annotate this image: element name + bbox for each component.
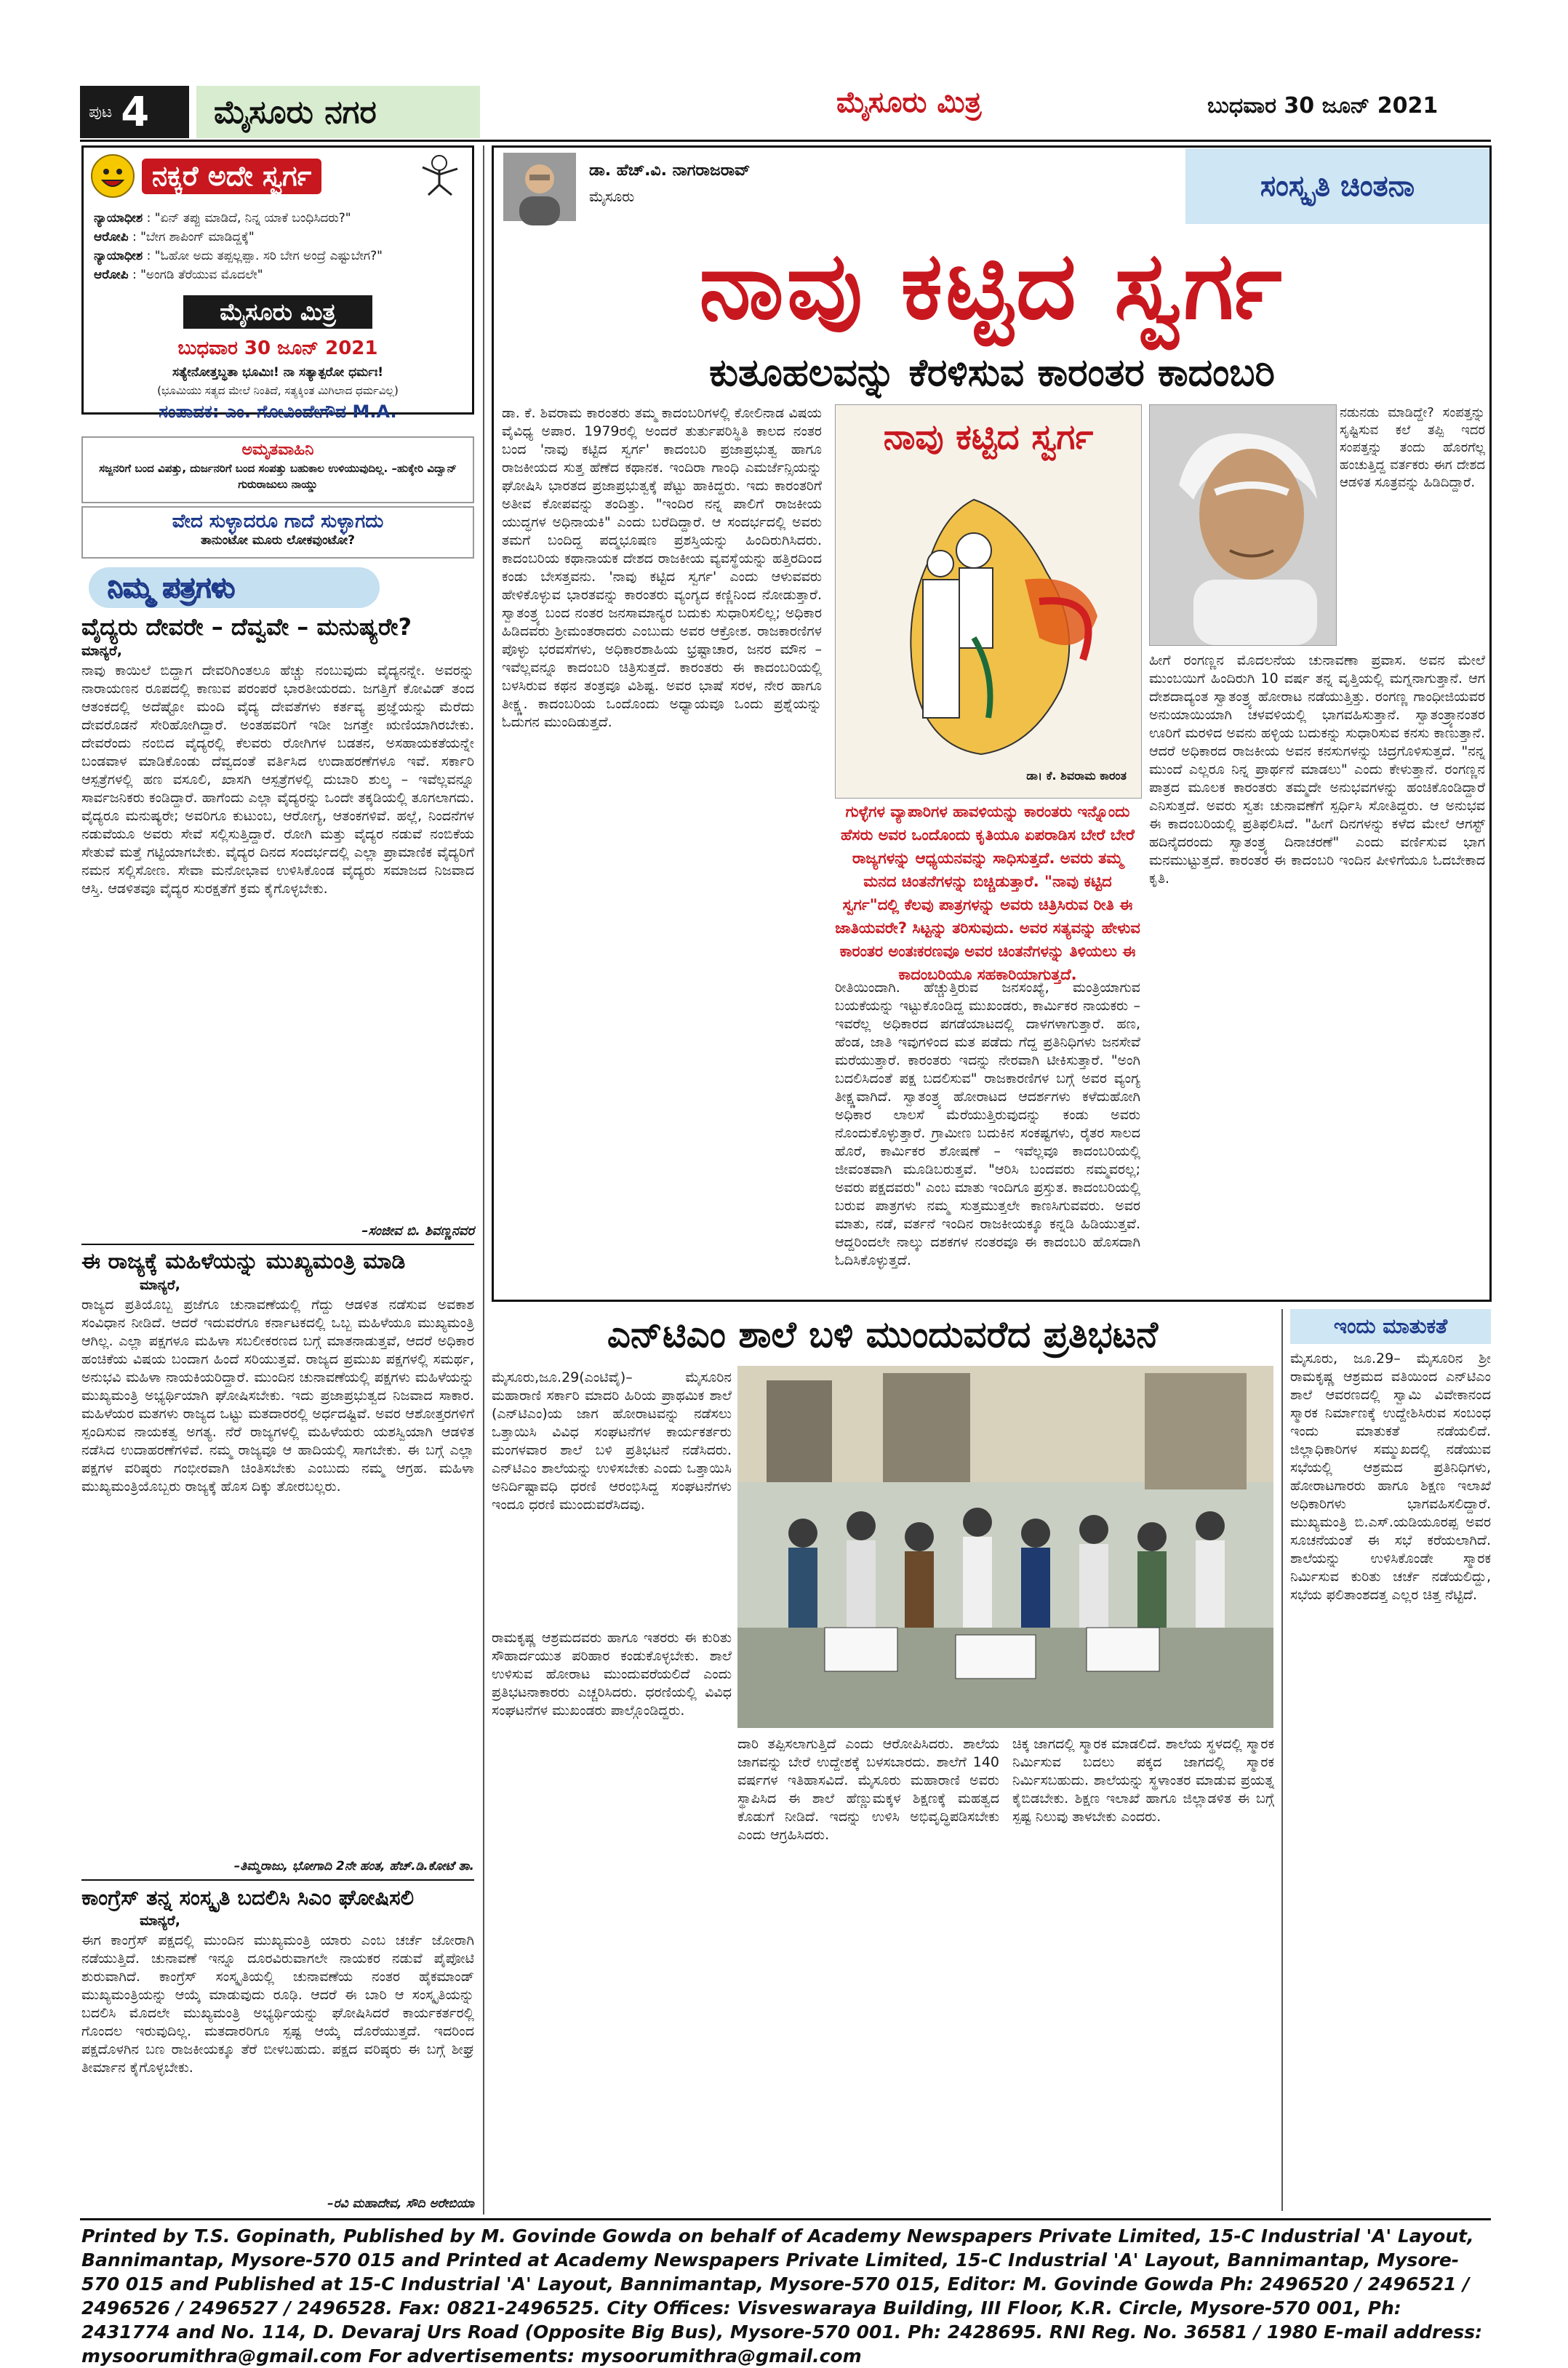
today-title: ಇಂದು ಮಾತುಕತೆ <box>1290 1309 1491 1344</box>
editor-name: ಎಂ. ಗೋವಿಂದೇಗೌಡ M.A. <box>225 401 397 422</box>
paper-motto-translation: (ಭೂಮಿಯು ಸತ್ಯದ ಮೇಲೆ ನಿಂತಿದೆ, ಸತ್ಯಕ್ಕಿಂತ ಮಿಗಿಲಾದ ಧರ್ಮವಿಲ್ಲ) <box>157 384 399 397</box>
letter-body: ಈಗ ಕಾಂಗ್ರೆಸ್ ಪಕ್ಷದಲ್ಲಿ ಮುಂದಿನ ಮುಖ್ಯಮಂತ್ರಿ ಯಾರು ಎಂಬ ಚರ್ಚೆ ಜೋರಾಗಿ ನಡೆಯುತ್ತಿದೆ. ಚುನಾವಣೆ ಇನ್ನೂ ದೂರವಿರುವಾಗಲೇ ನಾಯಕರ ನಡುವೆ ಪೈಪೋಟಿ ಶುರುವಾಗಿದೆ. ಕಾಂಗ್ರೆಸ್ ಸಂಸ್ಕೃತಿಯಲ್ಲಿ ಚುನಾವಣೆಯ ನಂತರ ಹೈಕಮಾಂಡ್ ಮುಖ್ಯಮಂತ್ರಿಯನ್ನು ಆಯ್ಕೆ ಮಾಡುವುದು ರೂಢಿ. ಆದರೆ ಈ ಬಾರಿ ಆ ಸಂಸ್ಕೃತಿಯನ್ನು ಬದಲಿಸಿ ಮೊದಲೇ ಮುಖ್ಯಮಂತ್ರಿ ಅಭ್ಯರ್ಥಿಯನ್ನು ಘೋಷಿಸಿದರೆ ಕಾರ್ಯಕರ್ತರಲ್ಲಿ ಗೊಂದಲ ಇರುವುದಿಲ್ಲ. ಮತದಾರರಿಗೂ ಸ್ಪಷ್ಟ ಆಯ್ಕೆ ದೊರೆಯುತ್ತದೆ. ಇದರಿಂದ ಪಕ್ಷದೊಳಗಿನ ಬಣ ರಾಜಕೀಯಕ್ಕೂ ತೆರೆ ಬೀಳಬಹುದು. ಪಕ್ಷದ ವರಿಷ್ಠರು ಈ ಬಗ್ಗೆ ಶೀಘ್ರ ತೀರ್ಮಾನ ಕೈಗೊಳ್ಳಬೇಕು. <box>81 1932 479 2076</box>
speaker: ನ್ಯಾಯಾಧೀಶ <box>94 211 143 225</box>
letter-body: ನಾವು ಕಾಯಿಲೆ ಬಿದ್ದಾಗ ದೇವರಿಗಿಂತಲೂ ಹೆಚ್ಚು ನಂಬುವುದು ವೈದ್ಯನನ್ನೇ. ಅವರನ್ನು ನಾರಾಯಣನ ರೂಪದಲ್ಲಿ ಕಾಣುವ ಪರಂಪರೆ ಭಾರತೀಯರದು. ಜಗತ್ತಿಗೆ ಕೋವಿಡ್ ತಂದ ಆತಂಕದಲ್ಲಿ ಅದೆಷ್ಟೋ ಮಂದಿ ವೈದ್ಯ ದೇವತೆಗಳು ಕರ್ತವ್ಯ ಪ್ರಜ್ಞೆಯನ್ನು ಮೆರೆದು ದೇವರೊಡನೆ ಸೇರಿಹೋಗಿದ್ದಾರೆ. ಅಂತಹವರಿಗೆ ಇಡೀ ಜಗತ್ತೇ ಋಣಿಯಾಗಿರಬೇಕು. ದೇವರೆಂದು ನಂಬಿದ ವೈದ್ಯರಲ್ಲಿ ಕೆಲವರು ರೋಗಿಗಳ ಬಡತನ, ಅಸಹಾಯಕತೆಯನ್ನೇ ಬಂಡವಾಳ ಮಾಡಿಕೊಂಡು ದೆವ್ವದಂತೆ ವರ್ತಿಸಿದ ಉದಾಹರಣೆಗಳೂ ಇವೆ. ಸರ್ಕಾರಿ ಆಸ್ಪತ್ರೆಗಳಲ್ಲಿ ಹಣ ವಸೂಲಿ, ಖಾಸಗಿ ಆಸ್ಪತ್ರೆಗಳಲ್ಲಿ ದುಬಾರಿ ಶುಲ್ಕ – ಇವೆಲ್ಲವನ್ನೂ ಸಾರ್ವಜನಿಕರು ಕಂಡಿದ್ದಾರೆ. ಹಾಗೆಂದು ಎಲ್ಲಾ ವೈದ್ಯರನ್ನು ಒಂದೇ ತಕ್ಕಡಿಯಲ್ಲಿ ತೂಗಲಾಗದು. ವೈದ್ಯರೂ ಮನುಷ್ಯರೇ; ಅವರಿಗೂ ಕುಟುಂಬ, ಆರೋಗ್ಯ, ಆತಂಕಗಳಿವೆ. ಹಲ್ಲೆ, ನಿಂದನೆಗಳ ನಡುವೆಯೂ ಅವರು ಸೇವೆ ಸಲ್ಲಿಸುತ್ತಿದ್ದಾರೆ. ರೋಗಿ ಮತ್ತು ವೈದ್ಯರ ನಡುವೆ ನಂಬಿಕೆಯ ಸೇತುವೆ ಮತ್ತೆ ಗಟ್ಟಿಯಾಗಬೇಕು. ವೈದ್ಯರ ದಿನದ ಸಂದರ್ಭದಲ್ಲಿ ಎಲ್ಲಾ ಪ್ರಾಮಾಣಿಕ ವೈದ್ಯರಿಗೆ ನಮನ ಸಲ್ಲಿಸೋಣ. ಸೇವಾ ಮನೋಭಾವ ಉಳಿಸಿಕೊಂಡ ವೈದ್ಯರು ಸಮಾಜದ ನಿಜವಾದ ಆಸ್ತಿ. ಆಡಳಿತವೂ ವೈದ್ಯರ ಸುರಕ್ಷತೆಗೆ ಕ್ರಮ ಕೈಗೊಳ್ಳಬೇಕು. <box>81 663 479 897</box>
speech: "ಅಂಗಡಿ ತೆರೆಯುವ ಮೊದಲೇ" <box>140 268 263 282</box>
karanth-photo <box>1149 404 1337 646</box>
joke-title: ನಕ್ಕರೆ ಅದೇ ಸ್ವರ್ಗ <box>142 159 321 194</box>
protest-col1: ಮೈಸೂರು,ಜೂ.29(ಎಂಟಿವೈ)– ಮೈಸೂರಿನ ಮಹಾರಾಣಿ ಸರ್ಕಾರಿ ಮಾದರಿ ಹಿರಿಯ ಪ್ರಾಥಮಿಕ ಶಾಲೆ (ಎನ್‌ಟಿಎಂ)ಯ ಜಾಗ ಹೋರಾಟವನ್ನು ನಡೆಸಲು ಒತ್ತಾಯಿಸಿ ವಿವಿಧ ಸಂಘಟನೆಗಳ ಕಾರ್ಯಕರ್ತರು ಮಂಗಳವಾರ ಶಾಲೆ ಬಳಿ ಪ್ರತಿಭಟನೆ ನಡೆಸಿದರು. ಎನ್‌ಟಿಎಂ ಶಾಲೆಯನ್ನು ಉಳಿಸಬೇಕು ಎಂದು ಒತ್ತಾಯಿಸಿ ಅನಿರ್ದಿಷ್ಟಾವಧಿ ಧರಣಿ ಆರಂಭಿಸಿದ್ದ ಸಂಘಟನೆಗಳು ಇಂದೂ ಧರಣಿ ಮುಂದುವರೆಸಿದವು. <box>492 1369 737 1513</box>
proverb-box <box>81 506 474 559</box>
pull-quote: ಗುಳ್ಳೆಗಳ ವ್ಯಾಪಾರಿಗಳ ಹಾವಳಿಯನ್ನು ಕಾರಂತರು ಇನ್ನೊಂದು ಹೆಸರು ಅವರ ಒಂದೊಂದು ಕೃತಿಯೂ ಏಪರಾಡಿಸ ಬೇರೆ ಬೇರೆ ರಾಜ್ಯಗಳನ್ನು ಆಧ್ಯಯನವನ್ನು ಸಾಧಿಸುತ್ತದೆ. ಅವರು ತಮ್ಮ ಮನದ ಚಿಂತನೆಗಳನ್ನು ಬಿಚ್ಚಿಡುತ್ತಾರೆ. "ನಾವು ಕಟ್ಟಿದ ಸ್ವರ್ಗ"ದಲ್ಲಿ ಕೆಲವು ಪಾತ್ರಗಳನ್ನು ಅವರು ಚಿತ್ರಿಸಿರುವ ರೀತಿ ಈ ಜಾತಿಯವರೇ? ಸಿಟ್ಟನ್ನು ತರಿಸುವುದು. ಅವರ ಸತ್ಯವನ್ನು ಹೇಳುವ ಕಾರಂತರ ಅಂತಃಕರಣವೂ ಅವರ ಚಿಂತನೆಗಳನ್ನು ತಿಳಿಯಲು ಈ ಕಾದಂಬರಿಯೂ ಸಹಕಾರಿಯಾಗುತ್ತದೆ. <box>835 803 1140 983</box>
joke-line <box>94 228 465 247</box>
letter-salutation: ಮಾನ್ಯರೆ, <box>140 1277 180 1293</box>
today-text: ಮೈಸೂರು, ಜೂ.29– ಮೈಸೂರಿನ ಶ್ರೀ ರಾಮಕೃಷ್ಣ ಆಶ್ರಮದ ವತಿಯಿಂದ ಎನ್‌ಟಿಎಂ ಶಾಲೆ ಆವರಣದಲ್ಲಿ ಸ್ವಾಮಿ ವಿವೇಕಾನಂದ ಸ್ಮಾರಕ ನಿರ್ಮಾಣಕ್ಕೆ ಉದ್ದೇಶಿಸಿರುವ ಸಂಬಂಧ ಇಂದು ಮಾತುಕತೆ ನಡೆಯಲಿದೆ. ಜಿಲ್ಲಾಧಿಕಾರಿಗಳ ಸಮ್ಮುಖದಲ್ಲಿ ನಡೆಯುವ ಸಭೆಯಲ್ಲಿ ಆಶ್ರಮದ ಪ್ರತಿನಿಧಿಗಳು, ಹೋರಾಟಗಾರರು ಹಾಗೂ ಶಿಕ್ಷಣ ಇಲಾಖೆ ಅಧಿಕಾರಿಗಳು ಭಾಗವಹಿಸಲಿದ್ದಾರೆ. ಮುಖ್ಯಮಂತ್ರಿ ಬಿ.ಎಸ್.ಯಡಿಯೂರಪ್ಪ ಅವರ ಸೂಚನೆಯಂತೆ ಈ ಸಭೆ ಕರೆಯಲಾಗಿದೆ. ಶಾಲೆಯನ್ನು ಉಳಿಸಿಕೊಂಡೇ ಸ್ಮಾರಕ ನಿರ್ಮಿಸುವ ಕುರಿತು ಚರ್ಚೆ ನಡೆಯಲಿದ್ದು, ಸಭೆಯ ಫಲಿತಾಂಶದತ್ತ ಎಲ್ಲರ ಚಿತ್ತ ನೆಟ್ಟಿದೆ. <box>1290 1351 1496 1603</box>
joke-line <box>94 265 465 284</box>
letter-headline: ಈ ರಾಜ್ಯಕ್ಕೆ ಮಹಿಳೆಯನ್ನು ಮುಖ್ಯಮಂತ್ರಿ ಮಾಡಿ <box>81 1249 406 1274</box>
protest-photo <box>737 1366 1273 1728</box>
section-name: ಮೈಸೂರು ನಗರ <box>196 86 480 138</box>
joke-colon: : <box>132 268 137 282</box>
feature-headline: ನಾವು ಕಟ್ಟಿದ ಸ್ವರ್ಗ <box>699 232 1285 340</box>
cartoon-figure-icon <box>414 153 465 199</box>
amrutha-box <box>81 436 474 503</box>
book-cover <box>835 404 1142 799</box>
speaker: ಆರೋಪಿ <box>94 268 129 282</box>
amrutha-text: ಸಜ್ಜನರಿಗೆ ಬಂದ ವಿಪತ್ತು, ದುರ್ಜನರಿಗೆ ಬಂದ ಸಂಪತ್ತು ಬಹುಕಾಲ ಉಳಿಯುವುದಿಲ್ಲ. –ಹುಕ್ಕೇರಿ ವಿದ್ವಾನ್ ಗುರುರಾಜುಲು ನಾಯ್ಡು <box>99 462 457 491</box>
smiley-icon <box>91 154 135 198</box>
letter-signature: –ರವಿ ಮಹಾದೇವ, ಸೌದಿ ಅರೇಬಿಯಾ <box>327 2196 474 2211</box>
joke-colon: : <box>146 211 151 225</box>
book-author: ಡಾ। ಕೆ. ಶಿವರಾಮ ಕಾರಂತ <box>1026 769 1127 783</box>
book-cover-title: ನಾವು ಕಟ್ಟಿದ ಸ್ವರ್ಗ <box>883 417 1094 457</box>
author-photo <box>503 153 576 221</box>
divider <box>81 1879 474 1881</box>
paper-date: ಬುಧವಾರ 30 ಜೂನ್ 2021 <box>177 337 378 359</box>
joke-colon: : <box>132 230 137 244</box>
editor-label: ಸಂಪಾದಕ: <box>159 401 220 422</box>
speaker: ಆರೋಪಿ <box>94 230 129 244</box>
divider <box>81 1244 474 1245</box>
speech: "ಬೇಗ ಶಾಪಿಂಗ್ ಮಾಡಿದ್ದಕ್ಕೆ" <box>140 230 255 244</box>
column-divider <box>483 145 484 2215</box>
header-date: ಬುಧವಾರ 30 ಜೂನ್ 2021 <box>1207 93 1439 119</box>
proverb-text: ತಾನುಂಟೋ ಮೂರು ಲೋಕವುಂಟೋ? <box>200 533 356 548</box>
protest-col3: ಚಿಕ್ಕ ಜಾಗದಲ್ಲಿ ಸ್ಮಾರಕ ಮಾಡಲಿದೆ. ಶಾಲೆಯ ಸ್ಥಳದಲ್ಲಿ ಸ್ಮಾರಕ ನಿರ್ಮಿಸುವ ಬದಲು ಪಕ್ಕದ ಜಾಗದಲ್ಲಿ ಸ್ಮಾರಕ ನಿರ್ಮಿಸಬಹುದು. ಶಾಲೆಯನ್ನು ಸ್ಥಳಾಂತರ ಮಾಡುವ ಪ್ರಯತ್ನ ಕೈಬಿಡಬೇಕು. ಶಿಕ್ಷಣ ಇಲಾಖೆ ಹಾಗೂ ಜಿಲ್ಲಾಡಳಿತ ಈ ಬಗ್ಗೆ ಸ್ಪಷ್ಟ ನಿಲುವು ತಾಳಬೇಕು ಎಂದರು. <box>1012 1736 1279 1825</box>
letter-body: ರಾಜ್ಯದ ಪ್ರತಿಯೊಬ್ಬ ಪ್ರಜೆಗೂ ಚುನಾವಣೆಯಲ್ಲಿ ಗೆದ್ದು ಆಡಳಿತ ನಡೆಸುವ ಅವಕಾಶ ಸಂವಿಧಾನ ನೀಡಿದೆ. ಆದರೆ ಇದುವರೆಗೂ ಕರ್ನಾಟಕದಲ್ಲಿ ಒಬ್ಬ ಮಹಿಳೆಯೂ ಮುಖ್ಯಮಂತ್ರಿ ಆಗಿಲ್ಲ. ಎಲ್ಲಾ ಪಕ್ಷಗಳೂ ಮಹಿಳಾ ಸಬಲೀಕರಣದ ಬಗ್ಗೆ ಮಾತನಾಡುತ್ತವೆ, ಆದರೆ ಅಧಿಕಾರ ಹಂಚಿಕೆಯ ವಿಷಯ ಬಂದಾಗ ಹಿಂದೆ ಸರಿಯುತ್ತವೆ. ರಾಜ್ಯದ ಪ್ರಮುಖ ಪಕ್ಷಗಳಲ್ಲಿ ಸಮರ್ಥ, ಅನುಭವಿ ಮಹಿಳಾ ನಾಯಕಿಯರಿದ್ದಾರೆ. ಮುಂದಿನ ಚುನಾವಣೆಯಲ್ಲಿ ಪಕ್ಷಗಳು ಮಹಿಳೆಯನ್ನು ಮುಖ್ಯಮಂತ್ರಿ ಅಭ್ಯರ್ಥಿಯಾಗಿ ಘೋಷಿಸಬೇಕು. ಇದು ಪ್ರಜಾಪ್ರಭುತ್ವದ ನಿಜವಾದ ಸಾಕಾರ. ಮಹಿಳೆಯರ ಮತಗಳು ರಾಜ್ಯದ ಒಟ್ಟು ಮತದಾರರಲ್ಲಿ ಅರ್ಧದಷ್ಟಿವೆ. ಅವರ ಆಶೋತ್ತರಗಳಿಗೆ ಸ್ಪಂದಿಸುವ ನಾಯಕತ್ವ ಅಗತ್ಯ. ನೆರೆ ರಾಜ್ಯಗಳಲ್ಲಿ ಮಹಿಳೆಯರು ಯಶಸ್ವಿಯಾಗಿ ಆಡಳಿತ ನಡೆಸಿದ ಉದಾಹರಣೆಗಳಿವೆ. ನಮ್ಮ ರಾಜ್ಯವೂ ಆ ಹಾದಿಯಲ್ಲಿ ಸಾಗಬೇಕು. ಈ ಬಗ್ಗೆ ಎಲ್ಲಾ ಪಕ್ಷಗಳ ವರಿಷ್ಠರು ಗಂಭೀರವಾಗಿ ಚಿಂತಿಸಬೇಕು ಎಂಬುದು ನಮ್ಮ ಆಗ್ರಹ. ಮಹಿಳಾ ಮುಖ್ಯಮಂತ್ರಿಯೊಬ್ಬರು ರಾಜ್ಯಕ್ಕೆ ಹೊಸ ದಿಕ್ಕು ತೋರಬಲ್ಲರು. <box>81 1297 479 1495</box>
author-city: ಮೈಸೂರು <box>589 188 635 205</box>
paper-info-box <box>81 288 474 433</box>
letter-signature: –ಸಂಜೀವ ಬಿ. ಶಿವಣ್ಣನವರ <box>361 1223 474 1239</box>
page-label: ಪುಟ <box>89 103 113 121</box>
letter-signature: –ತಿಮ್ಮರಾಜು, ಭೋಗಾದಿ 2ನೇ ಹಂತ, ಹೆಚ್.ಡಿ.ಕೋಟೆ ತಾ. <box>233 1859 474 1873</box>
quote-side: ನಡುನಡು ಮಾಡಿದ್ದೇ? ಸಂಪತ್ತನ್ನು ಸೃಷ್ಟಿಸುವ ಕಲೆ ತಪ್ಪಿ ಇದರ ಸಂಪತ್ತನ್ನು ತಂದು ಹೊರಗೆಲ್ಲ ಹಂಚುತ್ತಿದ್ದ ವರ್ತಕರು ಈಗ ದೇಶದ ಆಡಳಿತ ಸೂತ್ರವನ್ನು ಹಿಡಿದಿದ್ದಾರೆ. <box>1340 405 1489 490</box>
feature-subheadline: ಕುತೂಹಲವನ್ನು ಕೆರಳಿಸುವ ಕಾರಂತರ ಕಾದಂಬರಿ <box>709 351 1275 395</box>
letters-section-title: ನಿಮ್ಮ ಪತ್ರಗಳು <box>89 567 380 608</box>
feature-col3: ಹೀಗೆ ರಂಗಣ್ಣನ ಮೊದಲನೆಯ ಚುನಾವಣಾ ಪ್ರವಾಸ. ಅವನ ಮೇಲೆ ಮುಂಬಯಿಗೆ ಹಿಂದಿರುಗಿ 10 ವರ್ಷ ತನ್ನ ವೃತ್ತಿಯಲ್ಲಿ ಮಗ್ನನಾಗುತ್ತಾನೆ. ಆಗ ದೇಶದಾದ್ಯಂತ ಸ್ವಾತಂತ್ರ್ಯ ಹೋರಾಟ ನಡೆಯುತ್ತಿತ್ತು. ರಂಗಣ್ಣ ಗಾಂಧೀಜಿಯವರ ಅನುಯಾಯಿಯಾಗಿ ಚಳವಳಿಯಲ್ಲಿ ಭಾಗವಹಿಸುತ್ತಾನೆ. ಸ್ವಾತಂತ್ರ್ಯಾನಂತರ ಊರಿಗೆ ಮರಳಿದ ಅವನು ಹಳ್ಳಿಯ ಬದುಕನ್ನು ಸುಧಾರಿಸುವ ಕನಸು ಕಾಣುತ್ತಾನೆ. ಆದರೆ ಅಧಿಕಾರದ ರಾಜಕೀಯ ಅವನ ಕನಸುಗಳನ್ನು ಚಿದ್ರಗೊಳಿಸುತ್ತದೆ. "ನನ್ನ ಮುಂದೆ ಎಲ್ಲರೂ ನಿನ್ನ ಪ್ರಾರ್ಥನೆ ಮಾಡಲು" ಎಂದು ಕೇಳುತ್ತಾನೆ. ರಂಗಣ್ಣನ ಪಾತ್ರದ ಮೂಲಕ ಕಾರಂತರು ತಮ್ಮದೇ ಅನುಭವಗಳನ್ನು ಹಂಚಿಕೊಂಡಿದ್ದಾರೆ ಎನಿಸುತ್ತದೆ. ಅವರು ಸ್ವತಃ ಚುನಾವಣೆಗೆ ಸ್ಪರ್ಧಿಸಿ ಸೋತಿದ್ದರು. ಆ ಅನುಭವ ಈ ಕಾದಂಬರಿಯಲ್ಲಿ ಪ್ರತಿಫಲಿಸಿದೆ. "ಹೀಗೆ ದಿನಗಳನ್ನು ಕಳೆದ ಮೇಲೆ ಆಗಸ್ಟ್ ಹದಿನೈದರಂದು ಸ್ವಾತಂತ್ರ್ಯ ದಿನಾಚರಣೆ" ಎಂದು ವರ್ಣಿಸುವ ಭಾಗ ಮನಮುಟ್ಟುತ್ತದೆ. ಕಾರಂತರ ಈ ಕಾದಂಬರಿ ಇಂದಿನ ಪೀಳಿಗೆಯೂ ಓದಬೇಕಾದ ಕೃತಿ. <box>1149 652 1490 887</box>
joke-dialogue <box>94 209 465 284</box>
protest-col1-cont: ರಾಮಕೃಷ್ಣ ಆಶ್ರಮದವರು ಹಾಗೂ ಇತರರು ಈ ಕುರಿತು ಸೌಹಾರ್ದಯುತ ಪರಿಹಾರ ಕಂಡುಕೊಳ್ಳಬೇಕು. ಶಾಲೆ ಉಳಿಸುವ ಹೋರಾಟ ಮುಂದುವರೆಯಲಿದೆ ಎಂದು ಪ್ರತಿಭಟನಾಕಾರರು ಎಚ್ಚರಿಸಿದರು. ಧರಣಿಯಲ್ಲಿ ವಿವಿಧ ಸಂಘಟನೆಗಳ ಮುಖಂಡರು ಪಾಲ್ಗೊಂಡಿದ್ದರು. <box>492 1630 737 1719</box>
feature-col2: ರೀತಿಯಿಂದಾಗಿ. ಹೆಚ್ಚುತ್ತಿರುವ ಜನಸಂಖ್ಯೆ, ಮಂತ್ರಿಯಾಗುವ ಬಯಕೆಯನ್ನು ಇಟ್ಟುಕೊಂಡಿದ್ದ ಮುಖಂಡರು, ಕಾರ್ಮಿಕರ ನಾಯಕರು – ಇವರೆಲ್ಲ ಅಧಿಕಾರದ ಪಗಡೆಯಾಟದಲ್ಲಿ ದಾಳಗಳಾಗುತ್ತಾರೆ. ಹಣ, ಹೆಂಡ, ಜಾತಿ ಇವುಗಳಿಂದ ಮತ ಪಡೆದು ಗೆದ್ದ ಪ್ರತಿನಿಧಿಗಳು ಜನಸೇವೆ ಮರೆಯುತ್ತಾರೆ. ಕಾರಂತರು ಇದನ್ನು ನೇರವಾಗಿ ಟೀಕಿಸುತ್ತಾರೆ. "ಅಂಗಿ ಬದಲಿಸಿದಂತೆ ಪಕ್ಷ ಬದಲಿಸುವ" ರಾಜಕಾರಣಿಗಳ ಬಗ್ಗೆ ಅವರ ವ್ಯಂಗ್ಯ ತೀಕ್ಷ್ಣವಾಗಿದೆ. ಸ್ವಾತಂತ್ರ್ಯ ಹೋರಾಟದ ಆದರ್ಶಗಳು ಕಳೆದುಹೋಗಿ ಅಧಿಕಾರ ಲಾಲಸೆ ಮೆರೆಯುತ್ತಿರುವುದನ್ನು ಕಂಡು ಅವರು ನೊಂದುಕೊಳ್ಳುತ್ತಾರೆ. ಗ್ರಾಮೀಣ ಬದುಕಿನ ಸಂಕಷ್ಟಗಳು, ರೈತರ ಸಾಲದ ಹೊರೆ, ಕಾರ್ಮಿಕರ ಶೋಷಣೆ – ಇವೆಲ್ಲವೂ ಕಾದಂಬರಿಯಲ್ಲಿ ಜೀವಂತವಾಗಿ ಮೂಡಿಬರುತ್ತವೆ. "ಆರಿಸಿ ಬಂದವರು ನಮ್ಮವರಲ್ಲ; ಅವರು ಪಕ್ಷದವರು" ಎಂಬ ಮಾತು ಇಂದಿಗೂ ಪ್ರಸ್ತುತ. ಕಾದಂಬರಿಯಲ್ಲಿ ಬರುವ ಪಾತ್ರಗಳು ನಮ್ಮ ಸುತ್ತಮುತ್ತಲೇ ಕಾಣಸಿಗುವವರು. ಅವರ ಮಾತು, ನಡೆ, ವರ್ತನೆ ಇಂದಿನ ರಾಜಕೀಯಕ್ಕೂ ಕನ್ನಡಿ ಹಿಡಿಯುತ್ತವೆ. ಆದ್ದರಿಂದಲೇ ನಾಲ್ಕು ದಶಕಗಳ ನಂತರವೂ ಈ ಕಾದಂಬರಿ ಹೊಸದಾಗಿ ಓದಿಸಿಕೊಳ್ಳುತ್ತದೆ. <box>835 980 1145 1268</box>
header-rule <box>80 140 1491 142</box>
imprint-footer: Printed by T.S. Gopinath, Published by M. Govinde Gowda on behalf of Academy Newspapers Private Limited, 15-C Industrial 'A' Layout, Bannimantap, Mysore-570 015 and Printed at Academy Newspapers Private Limited, 15-C Industrial 'A' Layout, Bannimantap, Mysore-570 015 and Published at 15-C Industrial 'A' Layout, Bannimantap, Mysore-570 015, Editor: M. Govinde Gowda Ph: 2496520 / 2496521 / 2496526 / 2496527 / 2496528. Fax: 0821-2496525. City Offices: Visveswaraya Building, III Floor, K.R. Circle, Mysore-570 001, Ph: 2431774 and No. 114, D. Devaraj Urs Road (Opposite Big Bus), Mysore-570 001. Ph: 2428695. RNI Reg. No. 36581 / 1980 E-mail address: mysoorumithra@gmail.com For advertisements: mysoorumithra@gmail.com <box>81 2225 1483 2367</box>
letter-salutation: ಮಾನ್ಯರೆ, <box>140 1913 180 1929</box>
book-illustration <box>865 471 1112 761</box>
amrutha-title: ಅಮೃತವಾಹಿನಿ <box>241 441 314 459</box>
speech: "ಓಹೋ ಅದು ತಪ್ಪಲ್ಲಪ್ಪಾ. ಸರಿ ಬೇಗ ಅಂದ್ರೆ ಎಷ್ಟುಬೇಗ?" <box>154 249 383 263</box>
author-name: ಡಾ. ಹೆಚ್.ವಿ. ನಾಗರಾಜರಾವ್ <box>589 161 751 180</box>
joke-line <box>94 209 465 228</box>
paper-motto: ಸತ್ಯೇನೋತ್ತಬ್ಧತಾ ಭೂಮಿಃ! ನಾ ಸತ್ಯಾತ್ಪರೋ ಧರ್ಮಃ! <box>172 365 384 380</box>
letter-headline: ವೈದ್ಯರು ದೇವರೇ – ದೆವ್ವವೇ – ಮನುಷ್ಯರೇ? <box>81 613 412 641</box>
joke-title-bar <box>91 153 465 199</box>
speaker: ನ್ಯಾಯಾಧೀಶ <box>94 249 143 263</box>
joke-colon: : <box>146 249 151 263</box>
paper-name: ಮೈಸೂರು ಮಿತ್ರ <box>183 295 372 329</box>
letter-salutation: ಮಾನ್ಯರೆ, <box>81 643 122 659</box>
protest-col2: ದಾರಿ ತಪ್ಪಿಸಲಾಗುತ್ತಿದೆ ಎಂದು ಆರೋಪಿಸಿದರು. ಶಾಲೆಯ ಜಾಗವನ್ನು ಬೇರೆ ಉದ್ದೇಶಕ್ಕೆ ಬಳಸಬಾರದು. ಶಾಲೆಗೆ 140 ವರ್ಷಗಳ ಇತಿಹಾಸವಿದೆ. ಮೈಸೂರು ಮಹಾರಾಣಿ ಅವರು ಸ್ಥಾಪಿಸಿದ ಈ ಶಾಲೆ ಹೆಣ್ಣುಮಕ್ಕಳ ಶಿಕ್ಷಣಕ್ಕೆ ಮಹತ್ವದ ಕೊಡುಗೆ ನೀಡಿದೆ. ಇದನ್ನು ಉಳಿಸಿ ಅಭಿವೃದ್ಧಿಪಡಿಸಬೇಕು ಎಂದು ಆಗ್ರಹಿಸಿದರು. <box>737 1736 1004 1843</box>
author-strip <box>495 148 1185 224</box>
protest-headline: ಎನ್‌ಟಿಎಂ ಶಾಲೆ ಬಳಿ ಮುಂದುವರೆದ ಪ್ರತಿಭಟನೆ <box>607 1313 1159 1356</box>
column-name: ಸಂಸ್ಕೃತಿ ಚಿಂತನಾ <box>1185 148 1489 224</box>
column-divider <box>1281 1309 1283 2211</box>
joke-line <box>94 247 465 265</box>
editor-line <box>81 401 474 422</box>
proverb-title: ವೇದ ಸುಳ್ಳಾದರೂ ಗಾದೆ ಸುಳ್ಳಾಗದು <box>172 511 384 532</box>
letter-headline: ಕಾಂಗ್ರೆಸ್ ತನ್ನ ಸಂಸ್ಕೃತಿ ಬದಲಿಸಿ ಸಿಎಂ ಘೋಷಿಸಲಿ <box>81 1885 415 1910</box>
page-number: 4 <box>121 88 150 136</box>
masthead-logo: ಮೈಸೂರು ಮಿತ್ರ <box>836 86 982 119</box>
speech: "ಏನ್ ತಪ್ಪು ಮಾಡಿದೆ, ನಿನ್ನ ಯಾಕೆ ಬಂಧಿಸಿದರು?" <box>154 211 351 225</box>
feature-col1: ಡಾ. ಕೆ. ಶಿವರಾಮ ಕಾರಂತರು ತಮ್ಮ ಕಾದಂಬರಿಗಳಲ್ಲಿ ಕೋಲಿನಾಡ ವಿಷಯ ವೈವಿಧ್ಯ ಅಪಾರ. 1979ರಲ್ಲಿ ಅಂದರೆ ತುರ್ತುಪರಿಸ್ಥಿತಿ ಕಾಲದ ನಂತರ ಬಂದ 'ನಾವು ಕಟ್ಟಿದ ಸ್ವರ್ಗ' ಕಾದಂಬರಿ ಪ್ರಜಾಪ್ರಭುತ್ವ ಹಾಗೂ ರಾಜಕೀಯದ ಸುತ್ತ ಹೆಣೆದ ಕಥಾನಕ. ಇಂದಿರಾ ಗಾಂಧಿ ಎಮರ್ಜೆನ್ಸಿಯನ್ನು ಘೋಷಿಸಿ ಭಾರತದ ಪ್ರಜಾಪ್ರಭುತ್ವಕ್ಕೆ ಪೆಟ್ಟು ಹಾಕಿದ್ದರು. ಇದು ಕಾರಂತರಿಗೆ ಅತೀವ ಕೋಪವನ್ನು ತಂದಿತ್ತು. "ಇಂದಿರ ನನ್ನ ಪಾಲಿಗೆ ರಾಜಕೀಯ ಯುದ್ಧಗಳ ಅಧಿನಾಯಕಿ" ಎಂದು ಬರೆದಿದ್ದಾರೆ. ಆ ಸಂದರ್ಭದಲ್ಲಿ ಅವರು ತಮಗೆ ಬಂದಿದ್ದ ಪದ್ಮಭೂಷಣ ಪ್ರಶಸ್ತಿಯನ್ನು ಹಿಂದಿರುಗಿಸಿದರು. ಕಾದಂಬರಿಯ ಕಥಾನಾಯಕ ದೇಶದ ರಾಜಕೀಯ ವ್ಯವಸ್ಥೆಯನ್ನು ಹತ್ತಿರದಿಂದ ಕಂಡು ಬೇಸತ್ತವನು. 'ನಾವು ಕಟ್ಟಿದ ಸ್ವರ್ಗ' ಎಂದು ಆಳುವವರು ಹೇಳಿಕೊಳ್ಳುವ ಭಾರತವನ್ನು ಕಾರಂತರು ವ್ಯಂಗ್ಯದ ಕಣ್ಣಿನಿಂದ ನೋಡುತ್ತಾರೆ. ಸ್ವಾತಂತ್ರ್ಯ ಬಂದ ನಂತರ ಜನಸಾಮಾನ್ಯರ ಬದುಕು ಸುಧಾರಿಸಲಿಲ್ಲ; ಅಧಿಕಾರ ಹಿಡಿದವರು ಶ್ರೀಮಂತರಾದರು ಎಂಬುದು ಅವರ ಆಕ್ರೋಶ. ರಾಜಕಾರಣಿಗಳ ಪೊಳ್ಳು ಭರವಸೆಗಳು, ಅಧಿಕಾರಶಾಹಿಯ ಭ್ರಷ್ಟಾಚಾರ, ಜನರ ಮೌನ – ಇವೆಲ್ಲವನ್ನೂ ಕಾದಂಬರಿ ಚಿತ್ರಿಸುತ್ತದೆ. ಕಾರಂತರು ಈ ಕಾದಂಬರಿಯಲ್ಲಿ ಬಳಸಿರುವ ಕಥನ ತಂತ್ರವೂ ವಿಶಿಷ್ಟ. ಅವರ ಭಾಷೆ ಸರಳ, ನೇರ ಹಾಗೂ ತೀಕ್ಷ್ಣ. ಕಾದಂಬರಿಯ ಒಂದೊಂದು ಅಧ್ಯಾಯವೂ ಒಂದು ಪ್ರಶ್ನೆಯನ್ನು ಓದುಗನ ಮುಂದಿಡುತ್ತದೆ. <box>502 405 827 730</box>
footer-rule <box>80 2218 1491 2220</box>
page-number-badge <box>80 86 189 138</box>
